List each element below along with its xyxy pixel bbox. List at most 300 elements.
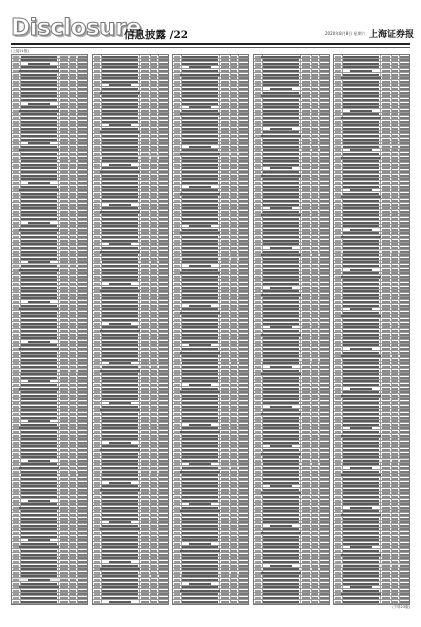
table-cell: [182, 546, 218, 548]
table-cell: [78, 294, 88, 296]
table-cell: [343, 380, 379, 382]
table-cell: [70, 186, 76, 188]
table-cell: [60, 467, 68, 469]
table-cell: [239, 167, 249, 169]
table-cell: [13, 113, 19, 115]
table-cell: [400, 373, 410, 375]
table-cell: [70, 117, 76, 119]
table-cell: [255, 88, 261, 90]
table-cell: [312, 131, 318, 133]
table-cell: [382, 95, 390, 97]
table-cell: [70, 478, 76, 480]
table-cell: [239, 431, 249, 433]
table-cell: [102, 532, 138, 534]
table-cell: [19, 427, 59, 429]
table-cell: [221, 485, 229, 487]
table-cell: [70, 485, 76, 487]
table-cell: [239, 445, 249, 447]
table-cell: [78, 146, 88, 148]
table-cell: [231, 167, 237, 169]
table-cell: [335, 63, 341, 65]
table-cell: [78, 149, 88, 151]
table-cell: [182, 445, 218, 447]
table-cell: [102, 579, 138, 581]
table-cell: [263, 66, 299, 68]
continued-note: (上接21版): [11, 49, 29, 53]
table-cell: [182, 417, 218, 419]
table-cell: [102, 193, 138, 195]
table-cell: [255, 74, 261, 76]
table-cell: [270, 525, 292, 527]
table-cell: [343, 489, 379, 491]
table-cell: [21, 601, 57, 603]
table-cell: [70, 63, 76, 65]
table-cell: [392, 214, 398, 216]
table-cell: [141, 442, 149, 444]
table-cell: [159, 261, 169, 263]
table-cell: [382, 471, 390, 473]
table-cell: [400, 305, 410, 307]
table-cell: [312, 373, 318, 375]
table-cell: [174, 218, 180, 220]
table-cell: [239, 377, 249, 379]
table-cell: [320, 409, 330, 411]
table-cell: [13, 56, 19, 58]
table-cell: [60, 565, 68, 567]
table-cell: [151, 193, 157, 195]
table-cell: [141, 431, 149, 433]
table-cell: [174, 171, 180, 173]
table-cell: [151, 164, 157, 166]
table-cell: [21, 463, 57, 465]
table-cell: [221, 128, 229, 130]
table-cell: [70, 59, 76, 61]
table-cell: [21, 290, 57, 292]
table-cell: [382, 63, 390, 65]
table-cell: [182, 254, 218, 256]
table-cell: [263, 554, 299, 556]
table-cell: [302, 514, 310, 516]
table-cell: [182, 95, 218, 97]
table-cell: [221, 586, 229, 588]
table-cell: [320, 478, 330, 480]
table-cell: [151, 373, 157, 375]
table-cell: [70, 500, 76, 502]
table-cell: [13, 276, 19, 278]
table-cell: [392, 232, 398, 234]
table-cell: [21, 435, 57, 437]
table-cell: [320, 113, 330, 115]
table-cell: [221, 355, 229, 357]
table-cell: [141, 546, 149, 548]
table-cell: [21, 171, 57, 173]
table-cell: [312, 478, 318, 480]
table-cell: [141, 142, 149, 144]
table-cell: [343, 417, 379, 419]
table-cell: [335, 590, 341, 592]
table-cell: [392, 258, 398, 260]
table-cell: [312, 323, 318, 325]
table-cell: [400, 63, 410, 65]
table-cell: [94, 572, 100, 574]
table-cell: [320, 463, 330, 465]
table-cell: [255, 510, 261, 512]
table-cell: [102, 424, 138, 426]
table-cell: [141, 290, 149, 292]
table-cell: [13, 373, 19, 375]
table-cell: [255, 467, 261, 469]
table-cell: [19, 507, 59, 509]
table-cell: [239, 507, 249, 509]
table-cell: [151, 92, 157, 94]
table-cell: [392, 445, 398, 447]
table-cell: [263, 590, 299, 592]
table-cell: [102, 500, 138, 502]
table-cell: [189, 66, 211, 68]
table-cell: [141, 305, 149, 307]
table-cell: [60, 445, 68, 447]
table-cell: [102, 344, 138, 346]
table-cell: [151, 431, 157, 433]
table-cell: [382, 435, 390, 437]
table-cell: [221, 139, 229, 141]
table-cell: [70, 568, 76, 570]
table-cell: [239, 113, 249, 115]
table-cell: [343, 251, 379, 253]
table-cell: [159, 467, 169, 469]
table-cell: [141, 391, 149, 393]
table-cell: [151, 200, 157, 202]
table-cell: [392, 103, 398, 105]
table-cell: [312, 485, 318, 487]
table-cell: [239, 283, 249, 285]
table-cell: [255, 211, 261, 213]
table-cell: [239, 572, 249, 574]
table-cell: [255, 229, 261, 231]
table-cell: [21, 135, 57, 137]
table-cell: [302, 287, 310, 289]
table-cell: [231, 554, 237, 556]
table-cell: [335, 326, 341, 328]
table-cell: [263, 276, 299, 278]
table-cell: [335, 597, 341, 599]
table-cell: [70, 229, 76, 231]
table-cell: [263, 160, 299, 162]
table-cell: [60, 536, 68, 538]
table-cell: [60, 323, 68, 325]
table-cell: [231, 315, 237, 317]
table-cell: [382, 546, 390, 548]
table-cell: [221, 251, 229, 253]
table-cell: [151, 175, 157, 177]
table-cell: [231, 510, 237, 512]
table-cell: [343, 449, 379, 451]
table-cell: [21, 565, 57, 567]
table-cell: [78, 474, 88, 476]
table-cell: [174, 496, 180, 498]
table-cell: [94, 164, 100, 166]
table-cell: [343, 167, 379, 169]
table-cell: [102, 471, 138, 473]
table-cell: [78, 254, 88, 256]
table-cell: [392, 456, 398, 458]
table-cell: [382, 402, 390, 404]
table-cell: [335, 550, 341, 552]
table-cell: [263, 77, 299, 79]
table-cell: [221, 417, 229, 419]
table-cell: [239, 474, 249, 476]
table-cell: [392, 186, 398, 188]
table-cell: [302, 135, 310, 137]
table-cell: [231, 308, 237, 310]
table-cell: [263, 337, 299, 339]
table-cell: [302, 222, 310, 224]
table-cell: [78, 539, 88, 541]
table-cell: [239, 453, 249, 455]
table-cell: [400, 438, 410, 440]
table-cell: [231, 424, 237, 426]
table-cell: [159, 218, 169, 220]
table-cell: [343, 146, 379, 148]
table-cell: [320, 521, 330, 523]
table-cell: [312, 334, 318, 336]
table-cell: [21, 247, 57, 249]
table-cell: [302, 204, 310, 206]
table-cell: [60, 521, 68, 523]
table-cell: [392, 142, 398, 144]
table-cell: [151, 247, 157, 249]
table-cell: [320, 359, 330, 361]
table-cell: [94, 308, 100, 310]
table-cell: [400, 337, 410, 339]
table-cell: [182, 575, 218, 577]
table-cell: [100, 370, 140, 372]
table-cell: [239, 391, 249, 393]
table-cell: [239, 341, 249, 343]
table-cell: [102, 445, 138, 447]
table-cell: [263, 193, 299, 195]
table-cell: [312, 489, 318, 491]
table-cell: [13, 463, 19, 465]
table-cell: [400, 207, 410, 209]
table-cell: [302, 471, 310, 473]
table-cell: [335, 258, 341, 260]
table-cell: [231, 348, 237, 350]
table-cell: [174, 81, 180, 83]
table-cell: [400, 557, 410, 559]
table-cell: [320, 305, 330, 307]
table-cell: [302, 175, 310, 177]
table-cell: [159, 572, 169, 574]
table-cell: [78, 593, 88, 595]
table-cell: [159, 442, 169, 444]
table-cell: [141, 272, 149, 274]
table-cell: [159, 590, 169, 592]
table-cell: [221, 561, 229, 563]
table-cell: [239, 95, 249, 97]
table-cell: [239, 420, 249, 422]
table-cell: [70, 583, 76, 585]
table-cell: [70, 113, 76, 115]
table-cell: [70, 218, 76, 220]
table-cell: [239, 99, 249, 101]
table-cell: [60, 77, 68, 79]
table-cell: [239, 525, 249, 527]
table-cell: [382, 521, 390, 523]
table-cell: [382, 131, 390, 133]
table-cell: [335, 413, 341, 415]
table-cell: [174, 167, 180, 169]
table-cell: [400, 312, 410, 314]
table-cell: [60, 153, 68, 155]
table-cell: [189, 424, 211, 426]
table-cell: [255, 402, 261, 404]
table-cell: [302, 106, 310, 108]
table-cell: [78, 572, 88, 574]
table-cell: [392, 463, 398, 465]
table-cell: [13, 492, 19, 494]
table-cell: [343, 568, 379, 570]
table-cell: [159, 427, 169, 429]
table-cell: [263, 164, 299, 166]
table-cell: [302, 579, 310, 581]
table-cell: [78, 528, 88, 530]
table-cell: [159, 315, 169, 317]
table-cell: [221, 395, 229, 397]
table-cell: [70, 593, 76, 595]
table-cell: [382, 66, 390, 68]
table-cell: [102, 337, 138, 339]
table-cell: [221, 467, 229, 469]
table-cell: [392, 344, 398, 346]
table-cell: [302, 565, 310, 567]
table-cell: [13, 370, 19, 372]
table-cell: [343, 254, 379, 256]
table-cell: [102, 366, 138, 368]
table-cell: [263, 225, 299, 227]
table-cell: [78, 63, 88, 65]
table-cell: [335, 467, 341, 469]
table-cell: [221, 525, 229, 527]
table-cell: [78, 200, 88, 202]
table-cell: [392, 290, 398, 292]
table-cell: [255, 474, 261, 476]
table-cell: [70, 110, 76, 112]
table-cell: [302, 334, 310, 336]
table-cell: [382, 254, 390, 256]
table-cell: [382, 283, 390, 285]
table-cell: [21, 330, 57, 332]
table-cell: [174, 254, 180, 256]
table-cell: [312, 528, 318, 530]
table-cell: [400, 301, 410, 303]
table-cell: [94, 139, 100, 141]
table-cell: [221, 521, 229, 523]
table-cell: [343, 131, 379, 133]
table-cell: [78, 135, 88, 137]
table-cell: [221, 554, 229, 556]
table-cell: [320, 355, 330, 357]
table-cell: [70, 496, 76, 498]
table-cell: [239, 287, 249, 289]
table-cell: [400, 388, 410, 390]
table-cell: [392, 128, 398, 130]
table-cell: [141, 417, 149, 419]
table-cell: [312, 438, 318, 440]
table-cell: [151, 442, 157, 444]
table-cell: [320, 326, 330, 328]
table-cell: [239, 193, 249, 195]
table-cell: [102, 66, 138, 68]
table-cell: [320, 178, 330, 180]
table-cell: [221, 474, 229, 476]
table-cell: [335, 283, 341, 285]
table-cell: [335, 398, 341, 400]
table-cell: [151, 207, 157, 209]
table-cell: [182, 124, 218, 126]
table-cell: [261, 453, 301, 455]
table-cell: [400, 348, 410, 350]
table-cell: [382, 171, 390, 173]
table-cell: [102, 186, 138, 188]
table-cell: [141, 207, 149, 209]
table-cell: [263, 142, 299, 144]
table-cell: [255, 337, 261, 339]
table-cell: [94, 167, 100, 169]
table-cell: [60, 182, 68, 184]
table-cell: [94, 456, 100, 458]
table-cell: [21, 265, 57, 267]
table-cell: [60, 164, 68, 166]
table-cell: [263, 496, 299, 498]
table-cell: [400, 95, 410, 97]
table-cell: [400, 442, 410, 444]
table-cell: [189, 146, 211, 148]
table-cell: [13, 315, 19, 317]
table-cell: [60, 175, 68, 177]
table-cell: [320, 550, 330, 552]
table-cell: [60, 103, 68, 105]
table-cell: [94, 352, 100, 354]
table-cell: [21, 160, 57, 162]
table-cell: [320, 539, 330, 541]
table-cell: [70, 182, 76, 184]
table-cell: [239, 337, 249, 339]
table-cell: [151, 420, 157, 422]
table-cell: [60, 532, 68, 534]
table-cell: [231, 121, 237, 123]
table-cell: [382, 384, 390, 386]
table-cell: [302, 305, 310, 307]
table-cell: [21, 391, 57, 393]
table-cell: [102, 510, 138, 512]
table-cell: [221, 478, 229, 480]
table-cell: [60, 131, 68, 133]
table-cell: [255, 287, 261, 289]
table-cell: [159, 153, 169, 155]
table-cell: [94, 478, 100, 480]
table-cell: [392, 370, 398, 372]
table-cell: [13, 287, 19, 289]
table-cell: [13, 164, 19, 166]
table-cell: [70, 528, 76, 530]
table-cell: [60, 572, 68, 574]
table-cell: [60, 135, 68, 137]
table-cell: [320, 207, 330, 209]
table-cell: [239, 352, 249, 354]
table-cell: [231, 384, 237, 386]
table-cell: [60, 482, 68, 484]
